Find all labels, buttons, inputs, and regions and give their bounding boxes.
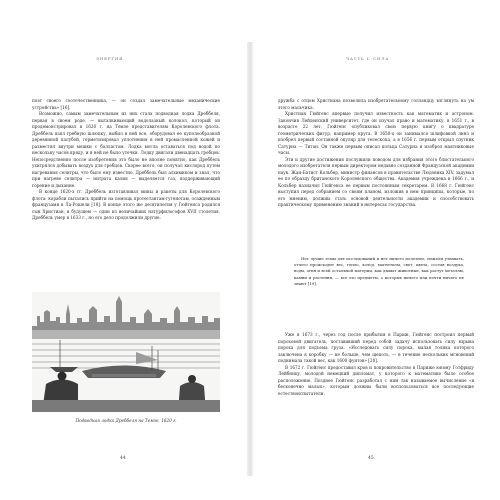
left-paragraph-3: В конце 1620-х гг. Дреббель изготавливал мины и ракеты для Королевского флота: корабли пытались прийти на помощь протестантам-гугенотам, осажденным французами в Ла-Рошели [18]. В конце этого же десятилетия у Гюйгенса родился сын Христиан, в будущем — один из величайших натурфилософов XVII столетия. Дреббель умер в 1633 г., но его дело продолжили другие. [32, 189, 220, 220]
right-body-text-after [278, 332, 474, 397]
figure-caption: Подводная лодка Дреббеля на Темзе, 1620 г. [75, 418, 177, 423]
right-paragraph-1: дружба с отцом Христиана позволила изобретательному голландцу взглянуть на ум этого мальчика. [278, 98, 474, 110]
engraving-illustration [32, 292, 220, 412]
quote-paragraph: Нет лучше темы для исследований и нет ничего полезнее, нежели узнавать, отчего происходит вес, тепло, холод, магнетизм, свет, цвета, состав воздуха, воды, огня и всей остальной материи, как дышат животные, как растут металлы, камни и растения, — все это предметы, о которых ничего или почти ничего не знают [19]. [294, 256, 464, 286]
block-quote [294, 256, 464, 287]
right-paragraph-2: Христиан Гюйгенс впервые получил известность как математик и астроном. Закончив Лейденский университет, где он изучал право и математику, в 1651 г., в возрасте 22 лет, Гюйгенс опубликовал свою первую книгу о квадратуре геометрических фигур, например круга. В 1650-х он занимался шлифовкой линз и изобрел первый составной окуляр для телескопа, а в 1656 г. первым открыл спутник Сатурна — Титан. Он также первым описал кольца Сатурна и изобрел маятниковые часы. [278, 111, 474, 155]
left-body-text [32, 98, 220, 222]
left-running-head: ЭНЕРГИЯ [96, 56, 124, 61]
right-paragraph-4: Уже в 1673 г., через год после прибытия в Париж, Гюйгенс построил первый пороховой двигатель, поставивший перед собой задачу использовать силу взрыва пороха для подъема груза. «Исследовать силу пороха, малая толика которого заключена в коробку — не больше, чем щепоть, — в течение нескольких мгновений поднимала такой вес, как 1600 фунтов» [20]. [278, 332, 474, 363]
right-page-number: 45 [368, 456, 374, 461]
right-paragraph-5: В 1672 г. Гюйгенс предоставил кров и покровительство в Париже юному Готфриду Лейбницу, молодой немецкий дипломат, у которого к математике было особое расположение. Позднее Гюйгенс разработал с ним так называемое вычисление «в бесконечно малых», которым должны были воспользоваться все последующие естествоиспытатели. [278, 364, 474, 396]
right-body-text [278, 98, 474, 209]
left-paragraph-2: Возможно, самым замечательным из них стала подводная лодка Дреббеля, первая в своем роде, — выталкивающий водолазный колокол, который он продемонстрировал в 1620 г. на Темзе представителям Королевского флота. Дреббель взял гребную шлюпку, выбил в ней все, оборудовал ее куполообразной деревянной палубой, герметизировал уплотнения в ней промасленной кожей и разместил внутри мешки с балластом. Лодка могла оставаться под водой по нескольку часов кряду, и в ней не было утечки. Лодку двигали двенадцать гребцов. Непосредственно после изобретения это было не вполне понятно, как Дреббель ухитрялся добывать воздух для гребцов. Скорее всего, он получал кислород путем нагревания селитры, что было ему известно. Дреббель был алхимиком и знал, что при нагреве селитра — нитрата калия — выделяется газ, поддерживающий горение и дыхание. [32, 111, 220, 188]
thames-engraving [32, 292, 220, 412]
right-page [264, 42, 490, 476]
left-page [10, 42, 236, 476]
right-paragraph-3: Эти и другие достижения послужили поводом для избрания этого блистательного молодого изобретателя первым директором недавно созданной Французской академии наук. Жан-Батист Кольбер, министр финансов в правительстве Людовика XIV, задумал ее по образцу британского Королевского общества. Академия учреждена в 1666 г., и Кольбер назначил Гюйгенса ее первым постоянным секретарем. В 1668 г. Гюйгенс выступил перед собранием со своим планом, изложив в нем принципы, которые, по его мнению, должны стать основой деятельности академии и способствовать практическому применению знаний в интересах государства. [278, 156, 474, 207]
left-paragraph-1: поэт своего соотечественника, — он создал замечательные механические устройства» [16]. [32, 98, 220, 110]
right-running-head: ЧАСТЬ I. СИЛА [346, 56, 390, 61]
left-page-number: 44 [120, 456, 126, 461]
book-gutter [247, 42, 253, 476]
